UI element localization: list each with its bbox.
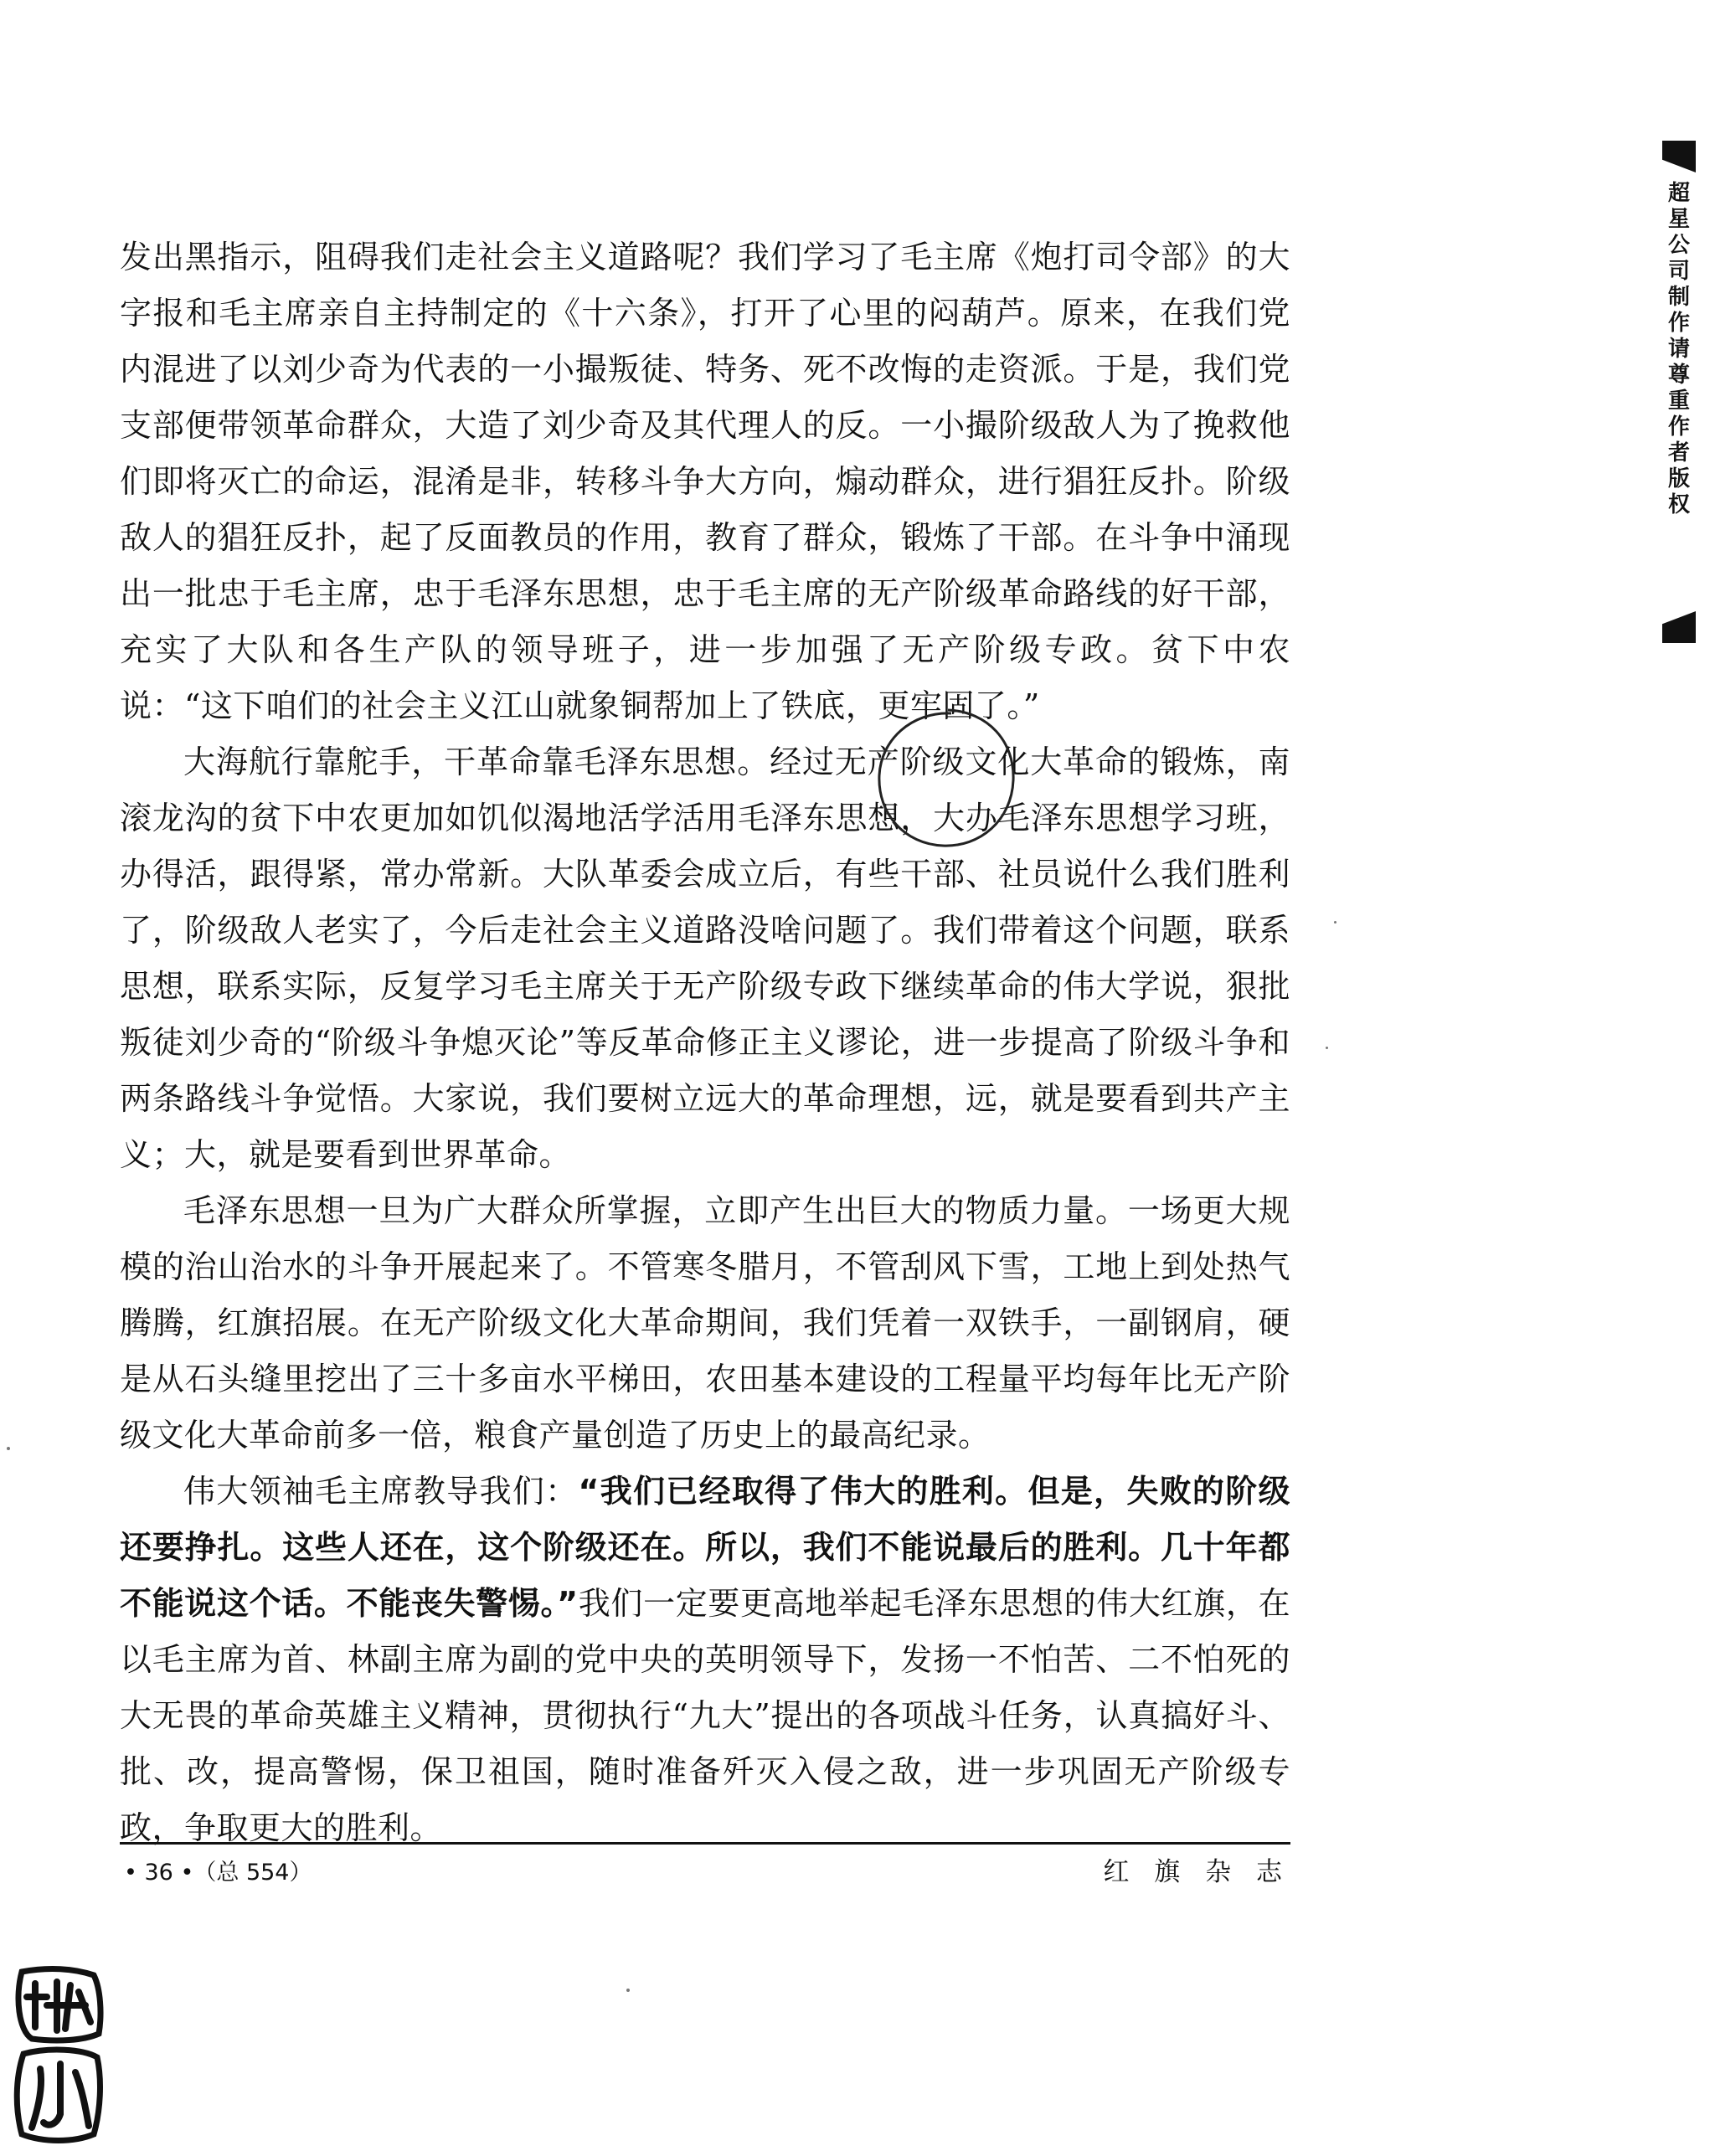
paragraph-text: 我们一定要更高地举起毛泽东思想的伟大红旗，在以毛主席为首、林副主席为副的党中央的英明领导下，发扬一不怕苦、二不怕死的大无畏的革命英雄主义精神，贯彻执行“九大”提出的各项战斗任务，认真搞好斗、批、改，提高警惕，保卫祖国，随时准备歼灭入侵之敌，进一步巩固无产阶级专政，争取更大的胜利。 (120, 1585, 1290, 1846)
hand-drawn-circle-mark (871, 703, 1022, 854)
footer-rule (120, 1842, 1290, 1845)
paragraph-text: 毛泽东思想一旦为广大群众所掌握，立即产生出巨大的物质力量。一场更大规模的治山治水的斗争开展起来了。不管寒冬腊月，不管刮风下雪，工地上到处热气腾腾，红旗招展。在无产阶级文化大革命期间，我们凭着一双铁手，一副钢肩，硬是从石头缝里挖出了三十多亩水平梯田，农田基本建设的工程量平均每年比无产阶级文化大革命前多一倍，粮食产量创造了历史上的最高纪录。 (120, 1192, 1290, 1454)
scan-speck (1334, 921, 1336, 924)
paragraph-text: 伟大领袖毛主席教导我们： (183, 1473, 579, 1510)
page-number: • 36 •（总 554） (124, 1860, 312, 1886)
stamp-text: 超星公司制作请尊重作者版权 (1667, 181, 1690, 517)
vertical-copyright-stamp (1662, 141, 1696, 643)
paragraph-2 (120, 734, 1290, 1183)
scan-speck (7, 1447, 10, 1450)
quotation-text: “我们已经取得了伟大的胜利。但是，失败的阶级还要挣扎。这些人还在，这个阶级还在。所以，我们不能说最后的胜利。几十年都不能说这个话。不能丧失警惕。” (120, 1473, 1290, 1622)
publication-name: 红 旗 杂 志 (1103, 1857, 1290, 1887)
stamp-top-bar (1662, 141, 1696, 172)
stamp-bottom-bar (1662, 611, 1696, 643)
paragraph-text: 大海航行靠舵手，干革命靠毛泽东思想。经过无产阶级文化大革命的锻炼，南滚龙沟的贫下中农更加如饥似渴地活学活用毛泽东思想，大办毛泽东思想学习班，办得活，跟得紧，常办常新。大队革委会成立后，有些干部、社员说什么我们胜利了，阶级敌人老实了，今后走社会主义道路没啥问题了。我们带着这个问题，联系思想，联系实际，反复学习毛主席关于无产阶级专政下继续革命的伟大学说，狠批叛徒刘少奇的“阶级斗争熄灭论”等反革命修正主义谬论，进一步提高了阶级斗争和两条路线斗争觉悟。大家说，我们要树立远大的革命理想，远，就是要看到共产主义；大，就是要看到世界革命。 (120, 744, 1290, 1173)
scan-speck (1326, 1047, 1328, 1049)
paragraph-3 (120, 1183, 1290, 1464)
article-body (120, 229, 1290, 1856)
paragraph-4 (120, 1464, 1290, 1856)
paragraph-1 (120, 229, 1290, 734)
scan-speck (626, 1989, 630, 1992)
paragraph-text: 发出黑指示，阻碍我们走社会主义道路呢？我们学习了毛主席《炮打司令部》的大字报和毛主席亲自主持制定的《十六条》，打开了心里的闷葫芦。原来，在我们党内混进了以刘少奇为代表的一小撮叛徒、特务、死不改悔的走资派。于是，我们党支部便带领革命群众，大造了刘少奇及其代理人的反。一小撮阶级敌人为了挽救他们即将灭亡的命运，混淆是非，转移斗争大方向，煽动群众，进行猖狂反扑。阶级敌人的猖狂反扑，起了反面教员的作用，教育了群众，锻炼了干部。在斗争中涌现出一批忠于毛主席，忠于毛泽东思想，忠于毛主席的无产阶级革命路线的好干部，充实了大队和各生产队的领导班子，进一步加强了无产阶级专政。贫下中农说：“这下咱们的社会主义江山就象铜帮加上了铁底，更牢固了。” (120, 239, 1290, 724)
library-seal-stamp (7, 1963, 107, 2148)
